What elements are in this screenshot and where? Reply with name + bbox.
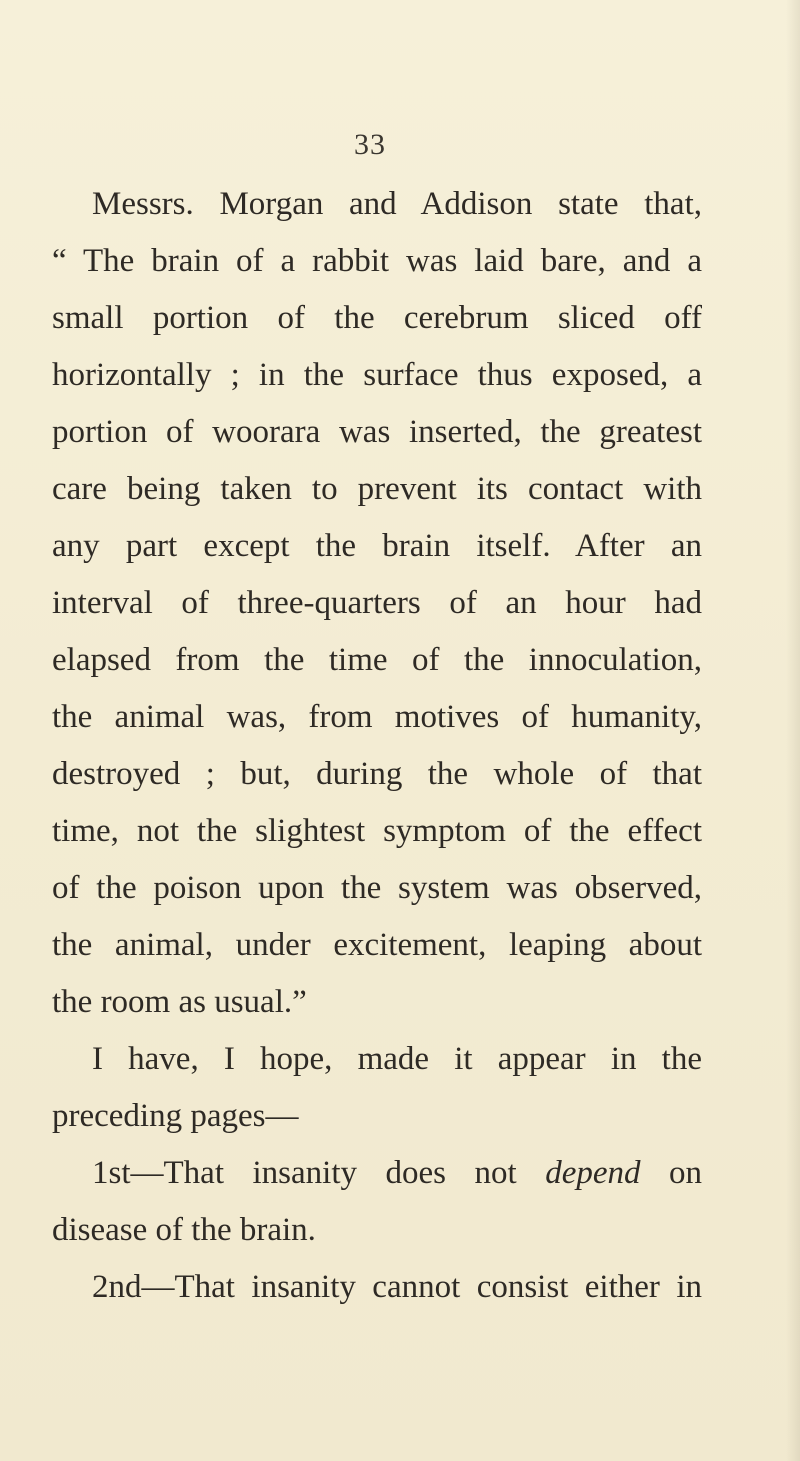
text-line: time, not the slightest symptom of the effect <box>52 813 702 849</box>
text-line: “ The brain of a rabbit was laid bare, and a <box>52 243 702 279</box>
page-number: 33 <box>354 128 386 161</box>
text-line: small portion of the cerebrum sliced off <box>52 300 702 336</box>
text-line: any part except the brain itself. After an <box>52 528 702 564</box>
text-line: Messrs. Morgan and Addison state that, <box>92 186 702 222</box>
text-line: horizontally ; in the surface thus exposed, a <box>52 357 702 393</box>
body-text <box>52 176 702 1316</box>
text-line: of the poison upon the system was observed, <box>52 870 702 906</box>
text-segment: 1st—That insanity does not <box>92 1155 517 1191</box>
text-line: portion of woorara was inserted, the greatest <box>52 414 702 450</box>
text-line: care being taken to prevent its contact with <box>52 471 702 507</box>
text-line: destroyed ; but, during the whole of that <box>52 756 702 792</box>
text-line: the animal was, from motives of humanity, <box>52 699 702 735</box>
text-line: the room as usual.” <box>52 984 307 1020</box>
text-segment: on <box>669 1155 703 1191</box>
text-line: 2nd—That insanity cannot consist either in <box>92 1269 702 1305</box>
text-line: the animal, under excitement, leaping about <box>52 927 702 963</box>
italic-emphasis: depend <box>545 1155 641 1191</box>
text-line: interval of three-quarters of an hour had <box>52 585 702 621</box>
text-line: I have, I hope, made it appear in the <box>92 1041 702 1077</box>
text-line: disease of the brain. <box>52 1212 316 1248</box>
text-line: preceding pages— <box>52 1098 299 1134</box>
page-edge-shadow <box>786 0 800 1461</box>
text-line-mixed <box>52 1145 702 1202</box>
text-line: elapsed from the time of the innoculation, <box>52 642 702 678</box>
